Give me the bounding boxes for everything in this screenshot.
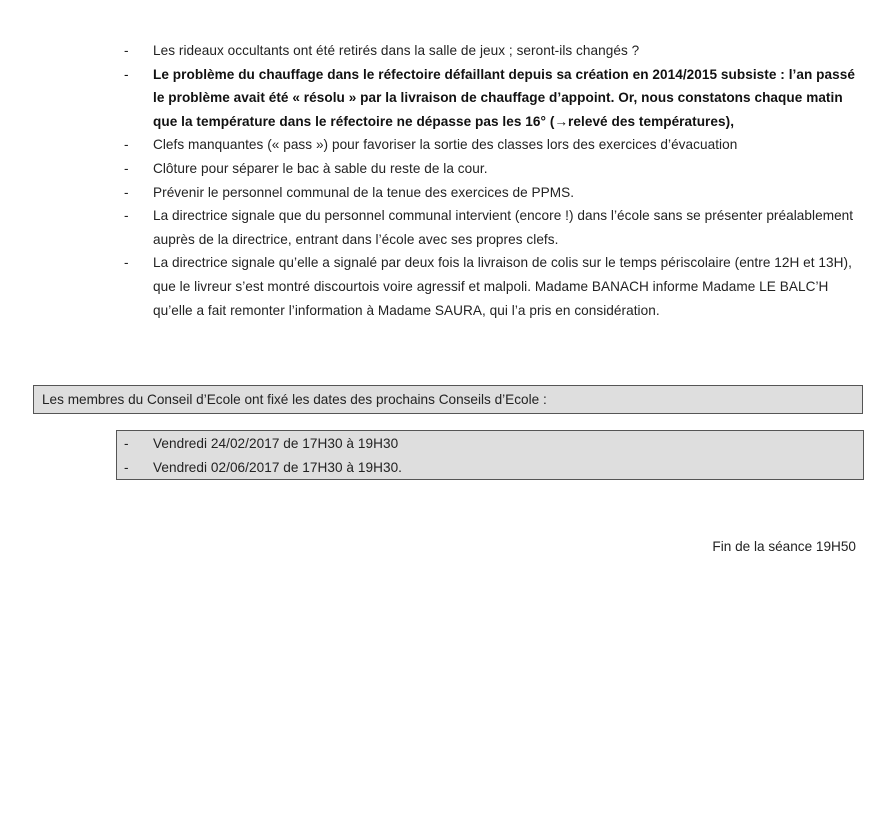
list-item-delivery	[118, 251, 858, 322]
list-dash: -	[124, 208, 129, 224]
list-dash: -	[124, 43, 129, 58]
meeting-date-text: Vendredi 24/02/2017 de 17H30 à 19H30	[153, 436, 399, 451]
list-item-heating	[118, 63, 858, 134]
list-dash: -	[124, 436, 129, 451]
list-item-text: Clôture pour séparer le bac à sable du reste de la cour.	[153, 160, 488, 176]
list-item-fence	[118, 157, 858, 181]
list-dash: -	[124, 137, 129, 153]
list-item-text: Le problème du chauffage dans le réfectoire défaillant depuis sa création en 2014/2015 subsiste : l’an passé le problème avait été « résolu » par la livraison de chauffage d’appoint. Or, nous constatons chaque matin que la température dans le réfectoire ne dépasse pas les 16° (→relevé des températures),	[153, 66, 855, 129]
list-item-text: Les rideaux occultants ont été retirés dans la salle de jeux ; seront-ils changés ?	[153, 43, 640, 58]
session-end-note: Fin de la séance 19H50	[712, 539, 856, 554]
meeting-date-item	[117, 432, 863, 456]
list-item-keys	[118, 133, 858, 157]
points-list	[118, 39, 858, 322]
list-item-text: La directrice signale que du personnel communal intervient (encore !) dans l’école sans se présenter préalablement auprès de la directrice, entrant dans l’école avec ses propres clefs.	[153, 208, 854, 247]
list-item-curtains	[118, 39, 858, 63]
list-item-text: Clefs manquantes (« pass ») pour favoriser la sortie des classes lors des exercices d’évacuation	[153, 137, 738, 153]
list-dash: -	[124, 66, 129, 82]
next-meetings-box	[116, 430, 864, 480]
conseil-dates-heading: Les membres du Conseil d’Ecole ont fixé les dates des prochains Conseils d’Ecole :	[42, 392, 547, 407]
list-dash: -	[124, 255, 129, 271]
list-item-staff	[118, 204, 858, 251]
list-item-text: La directrice signale qu’elle a signalé par deux fois la livraison de colis sur le temps périscolaire (entre 12H et 13H), que le livreur s’est montré discourtois voire agressif et malpoli. Madame BANACH informe Madame LE BALC’H qu’elle a fait remonter l’information à Madame SAURA, qui l’a pris en considération.	[153, 255, 852, 318]
list-item-ppms	[118, 181, 858, 205]
list-item-text: Prévenir le personnel communal de la tenue des exercices de PPMS.	[153, 184, 575, 200]
list-dash: -	[124, 459, 129, 475]
meeting-date-text: Vendredi 02/06/2017 de 17H30 à 19H30.	[153, 459, 403, 475]
list-dash: -	[124, 184, 129, 200]
conseil-dates-heading-box	[33, 385, 863, 414]
list-dash: -	[124, 160, 129, 176]
meeting-date-item	[117, 456, 863, 480]
